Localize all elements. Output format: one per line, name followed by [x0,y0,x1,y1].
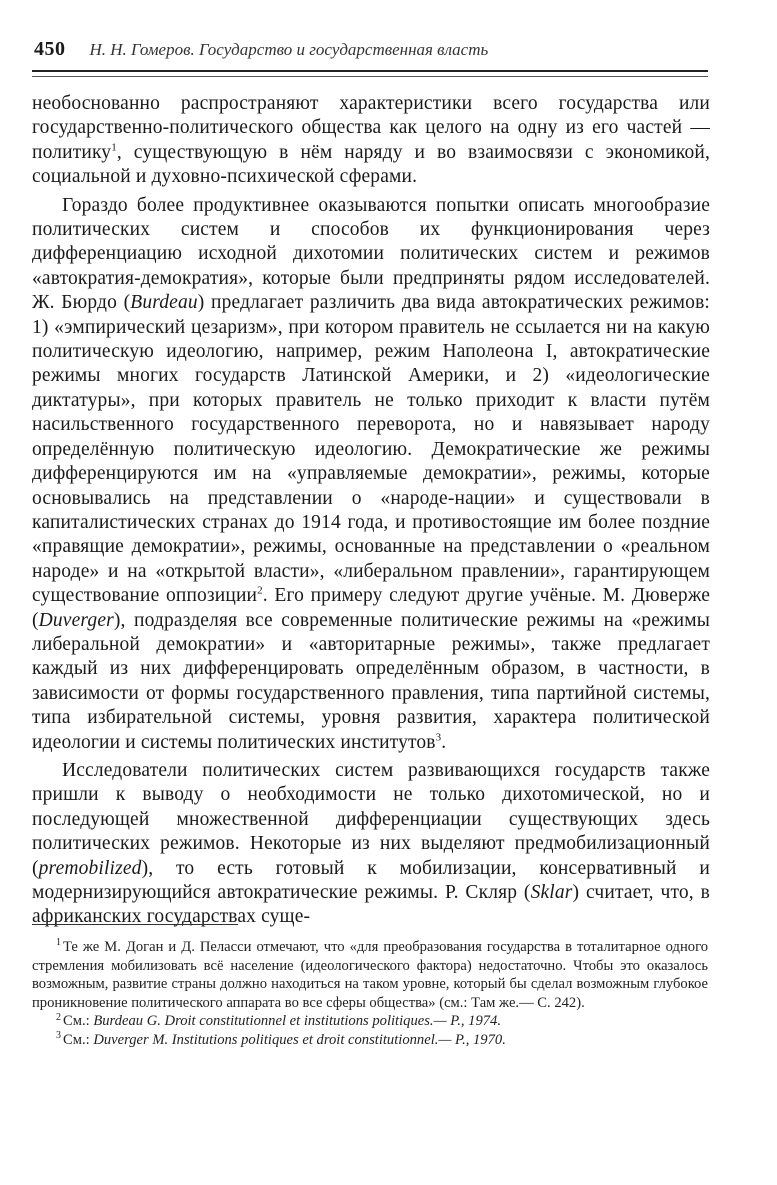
footnote [32,1012,708,1031]
paragraph [32,759,710,930]
text-run: Гораздо более продуктивнее оказываются попытки описать многообразие политических систем и способов их функционирования через дифференциацию исходной дихотомии политических систем и режимов «автократия-демократия», которые были предприняты рядом исследователей. Ж. Бюрдо ( [32,194,710,314]
text-run: Исследователи политических систем развивающихся государств также пришли к выводу о необходимости не только дихотомической, но и последующей множественной дифференциации существующих здесь политических режимов. Некоторые из них выделяют предмобилизационный ( [32,759,710,879]
footnote-text: Те же М. Доган и Д. Пеласси отмечают, что «для преобразования государства в тоталитарное одного стремления мобилизовать всё население (идеологического фактора) недостаточно. Чтобы это оказалось возможным, развитие страны должно находиться на таком уровне, который бы сделал возможным глубокое проникновение политического аппарата во все сферы общества» (см.: Там же.— С. 242). [32,939,708,1011]
text-run: . [441,731,447,753]
footnote [32,1031,708,1050]
page-header [34,38,724,61]
footnote [32,938,708,1012]
footnote-prefix: См.: [63,1013,94,1030]
header-rule [32,70,708,72]
footnote-prefix: См.: [63,1031,94,1048]
text-run: ), подразделяя все современные политические режимы на «режимы либеральной демократии» и «авторитарные режимы», также предлагает каждый из них дифференцировать определённым образом, в частности, в зависимости от формы государственного правления, типа партийной системы, типа избирательной системы, уровня развития, характера политической идеологии и системы политических институтов [32,609,710,753]
footnote-ref[interactable]: 3 [435,731,442,744]
footnote-number: 2 [56,1011,61,1023]
footnotes [32,938,708,1050]
paragraph [32,194,710,755]
text-run: , существующую в нём наряду и во взаимосвязи с экономикой, социальной и духовно-психической сферами. [32,141,710,188]
term: premobilized [38,857,142,879]
footnote-number: 1 [56,937,61,949]
header-rule-thin [32,76,708,77]
running-head: Н. Н. Гомеров. Государство и государственная власть [89,40,489,59]
footnote-number: 3 [56,1030,61,1042]
citation: Burdeau G. Droit constitutionnel et institutions politiques.— P., 1974. [93,1013,502,1030]
citation: Duverger M. Institutions politiques et droit constitutionnel.— P., 1970. [93,1031,506,1048]
page-number: 450 [34,38,66,60]
text-run: необоснованно распространяют характеристики всего государства или государственно-политического общества как целого на одну из его частей — политику [32,93,710,163]
paragraph [32,92,710,190]
text-run: ), то есть готовый к мобилизации, консервативный и модернизирующийся автократические режимы. Р. Скляр ( [32,857,710,903]
author-name: Sklar [530,882,573,903]
text-run: . Его примеру следуют другие учёные. М. Дюверже ( [32,585,711,631]
author-name: Duverger [38,609,114,631]
author-name: Burdeau [130,292,198,314]
text-run: ) предлагает различить два вида автократических режимов: 1) «эмпирический цезаризм», при котором правитель не ссылается ни на какую политическую идеологию, например, режим Наполеона I, автократические режимы многих государств Латинской Америки, и 2) «идеологические диктатуры», при которых правитель не только приходит к власти путём насильственного государственного переворота, но и навязывает народу определённую политическую идеологию. Демократические же режимы дифференцируются им на «управляемые демократии», режимы, которые основывались на представлении о «народе-нации» и существовали в капиталистических странах до 1914 года, и противостоящие им более поздние «правящие демократии», режимы, основанные на представлении о «реальном народе» и на «открытой власти», «либеральном правлении», гарантирующем существование оппозиции [32,292,710,607]
footnote-rule [32,924,238,925]
main-text [32,92,710,930]
footnote-ref[interactable]: 2 [257,584,263,597]
text-run: ) считает, что, в африканских государствах суще- [32,882,710,928]
footnote-ref[interactable]: 1 [111,141,117,154]
